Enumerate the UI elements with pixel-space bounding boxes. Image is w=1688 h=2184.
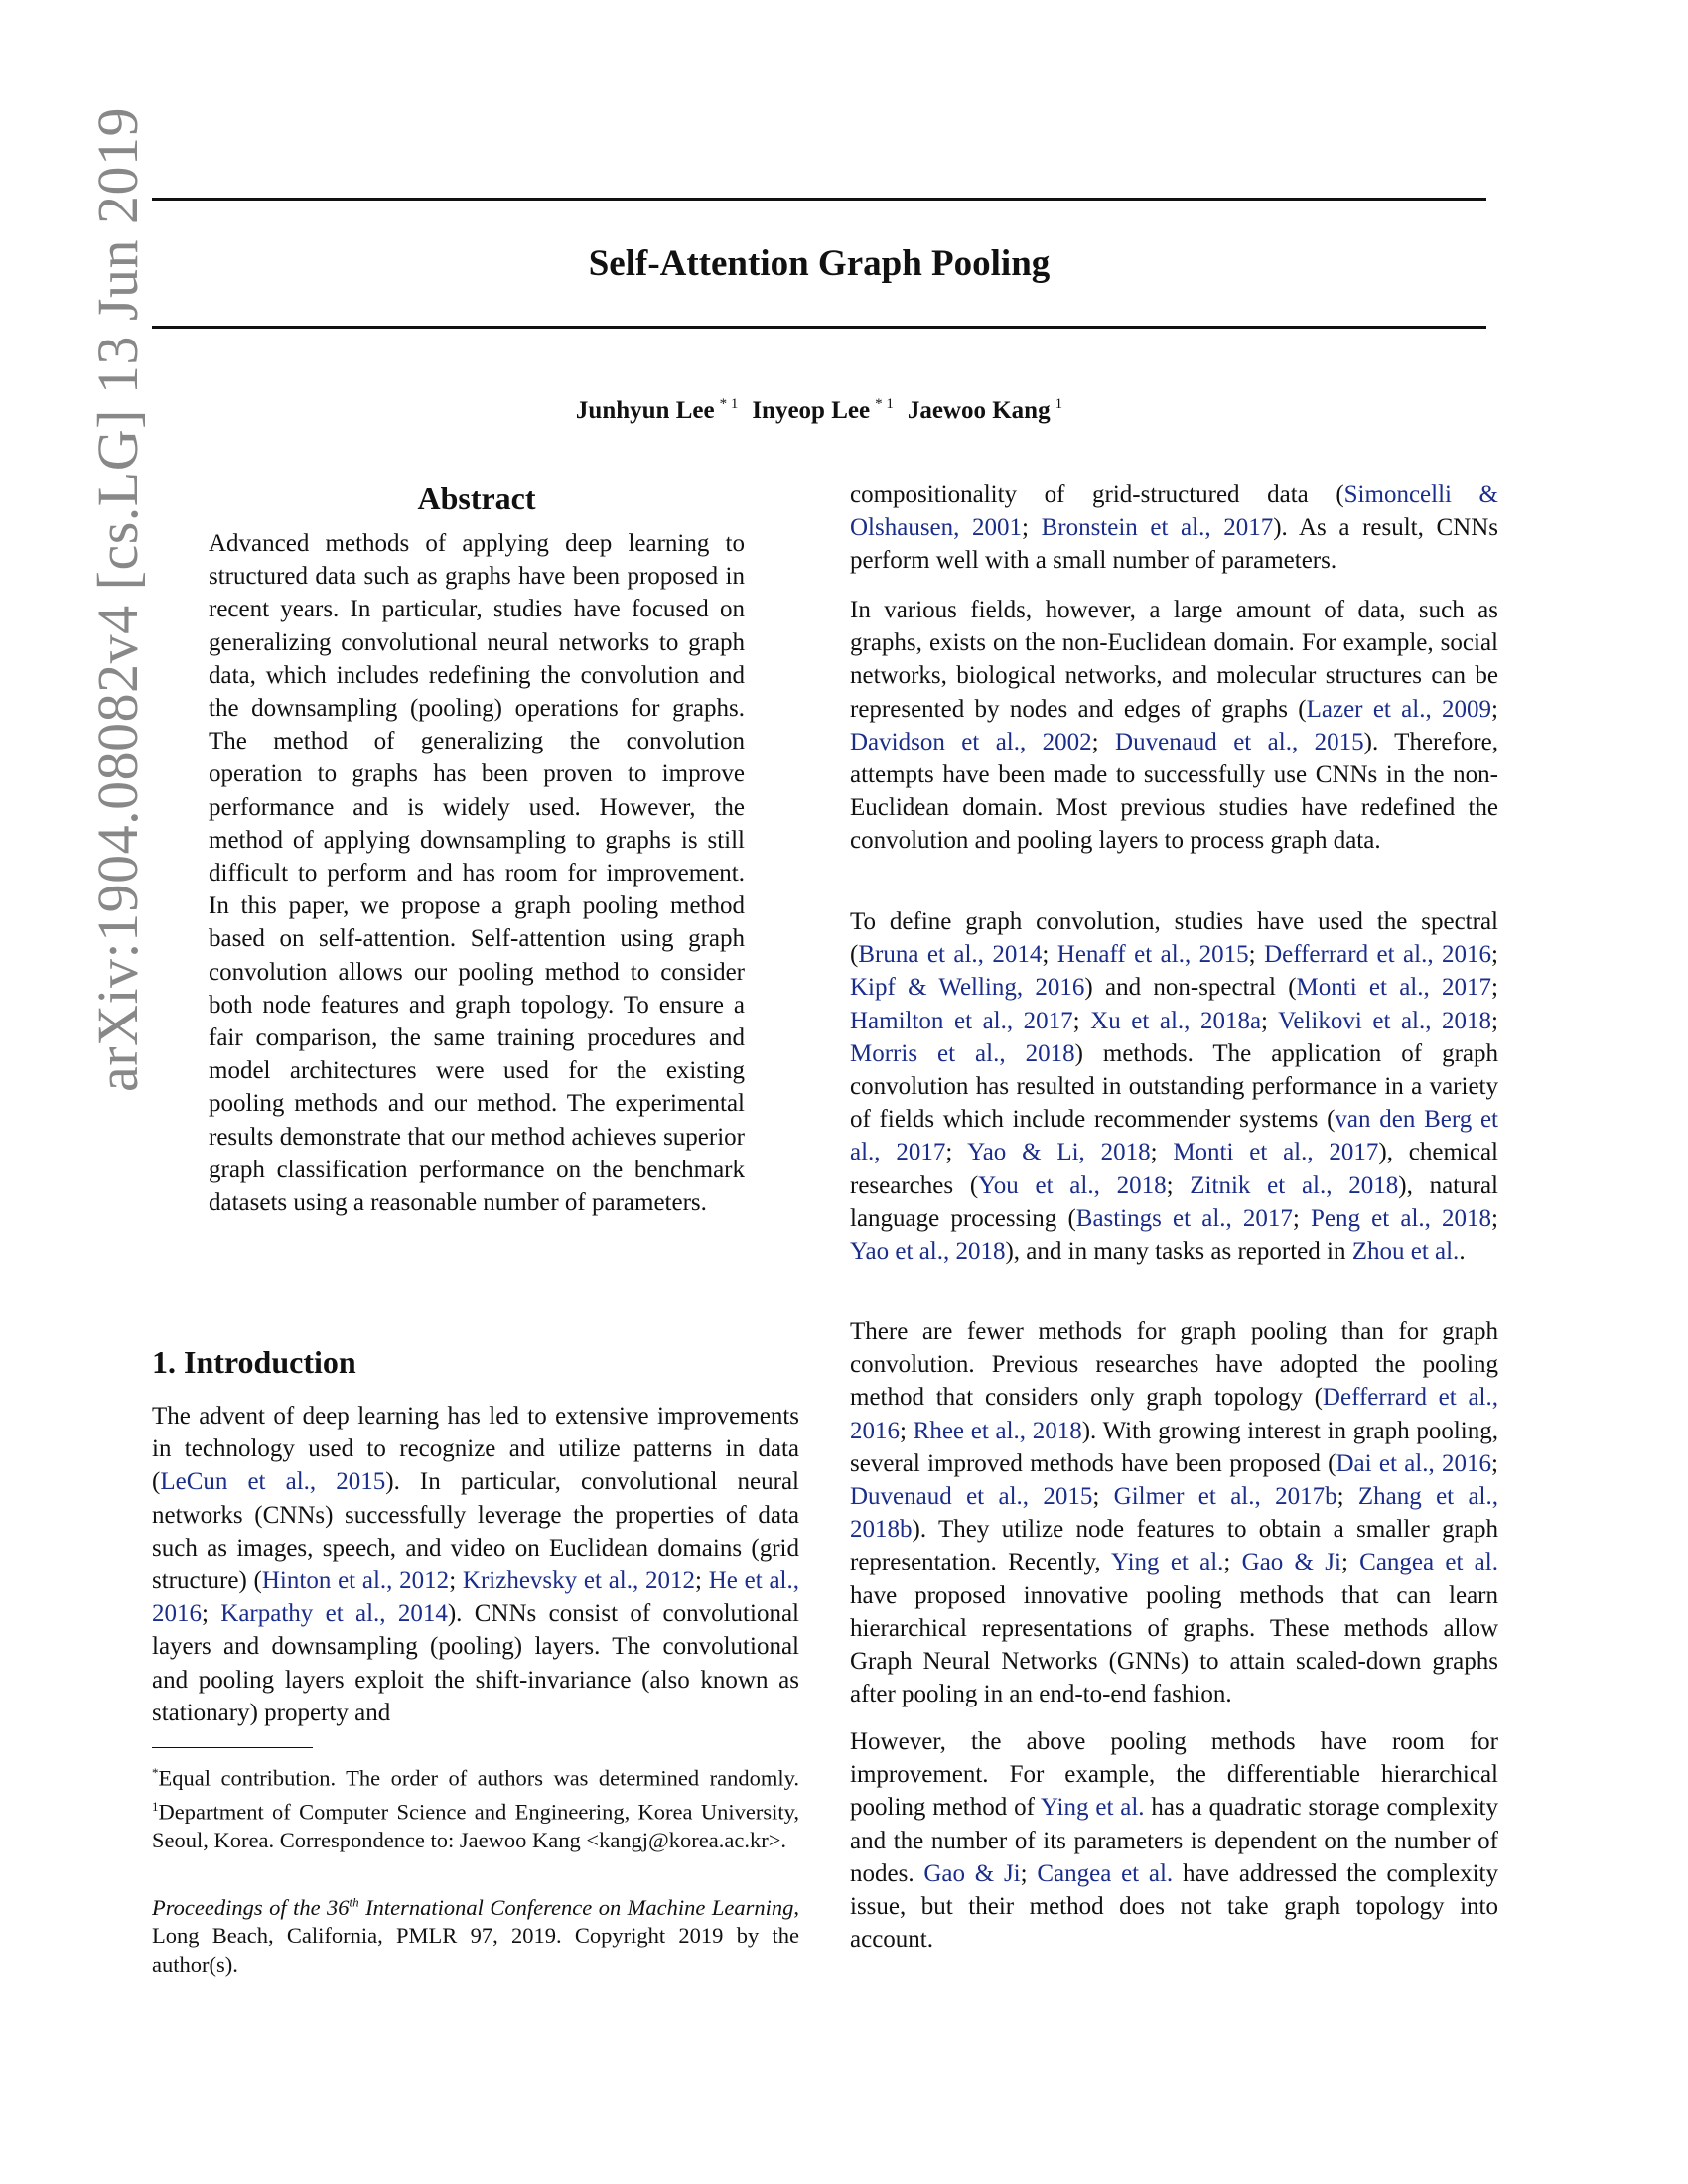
paragraph-text: ; (1491, 695, 1498, 723)
right-paragraph-1 (850, 478, 1498, 578)
author-list (152, 387, 1486, 428)
right-paragraph-2 (850, 594, 1498, 858)
paragraph-text: ; (1092, 1483, 1114, 1511)
paragraph-text: ; (1248, 941, 1265, 969)
citation-link[interactable]: Morris et al., 2018 (850, 1039, 1075, 1067)
paragraph-text: ; (1336, 1483, 1358, 1511)
proceedings-copyright: , Long Beach, California, PMLR 97, 2019. Copyright 2019 by the author(s). (152, 1894, 800, 1977)
author-name: Jaewoo Kang (907, 397, 1051, 424)
paragraph-text: ; (1292, 1204, 1312, 1232)
citation-link[interactable]: Cangea et al. (1037, 1859, 1174, 1887)
paragraph-text: ; (1491, 974, 1498, 1002)
paragraph-text: ; (202, 1600, 221, 1628)
citation-link[interactable]: Gilmer et al., 2017b (1113, 1483, 1337, 1511)
paragraph-text: ). CNNs consist of convolutional layers and downsampling (pooling) layers. The convolutional and pooling layers exploit the shift-invariance (also known as stationary) property and (152, 1600, 799, 1726)
abstract-heading: Abstract (417, 480, 536, 516)
paragraph-text: ; (1091, 728, 1116, 755)
paragraph-text: ; (1020, 1859, 1038, 1887)
citation-link[interactable]: Bronstein et al., 2017 (1041, 514, 1274, 542)
proceedings-venue (152, 1895, 793, 1920)
abstract-text: Advanced methods of applying deep learning to structured data such as graphs have been proposed in recent years. In particular, studies have focused on generalizing convolutional neural networks to graph data, which includes redefining the convolution and the downsampling (pooling) operations for graphs. The method of generalizing the convolution operation to graphs has been proven to improve performance and is widely used. However, the method of applying downsampling to graphs is still difficult to perform and has room for improvement. In this paper, we propose a graph pooling method based on self-attention. Self-attention using graph convolution allows our pooling method to consider both node features and graph topology. To ensure a fair comparison, the same training procedures and model architectures were used for the existing pooling methods and our method. The experimental results demonstrate that our method achieves superior graph classification performance on the benchmark datasets using a reasonable number of parameters. (209, 530, 745, 1217)
citation-link[interactable]: Kipf & Welling, 2016 (850, 974, 1085, 1002)
author-marks: * 1 (875, 396, 894, 412)
citation-link[interactable]: Duvenaud et al., 2015 (850, 1483, 1093, 1511)
citation-link[interactable]: Bruna et al., 2014 (858, 941, 1043, 969)
citation-link[interactable]: Ying et al. (1110, 1549, 1224, 1576)
citation-link[interactable]: Yao et al., 2018 (850, 1238, 1006, 1266)
right-paragraph-5 (850, 1725, 1498, 1956)
right-paragraph-4 (850, 1315, 1498, 1710)
paragraph-text: ; (1150, 1139, 1174, 1166)
citation-link[interactable]: Yao & Li, 2018 (967, 1139, 1151, 1166)
paragraph-text: ; (1072, 1007, 1091, 1034)
paragraph-text: ; (695, 1568, 709, 1595)
footnote (152, 1759, 799, 1855)
proceedings-venue-a: Proceedings of the 36 (152, 1894, 350, 1920)
citation-link[interactable]: Defferrard et al., 2016 (1264, 941, 1492, 969)
paragraph-text: To define graph convolution, studies have used the spectral ( (850, 908, 1498, 969)
paragraph-text: ; (1166, 1171, 1191, 1199)
citation-link[interactable]: Cangea et al. (1359, 1549, 1498, 1576)
paragraph-text: In various fields, however, a large amount of data, such as graphs, exists on the non-Euclidean domain. For example, social networks, biological networks, and molecular structures can be represented by nodes and edges of graphs ( (850, 597, 1498, 723)
citation-link[interactable]: Monti et al., 2017 (1173, 1139, 1379, 1166)
citation-link[interactable]: Bastings et al., 2017 (1075, 1204, 1293, 1232)
paragraph-text: ). They utilize node features to obtain a smaller graph representation. Recently, (850, 1516, 1498, 1576)
paragraph-text: ; (1340, 1549, 1360, 1576)
paragraph-text: . (1459, 1238, 1466, 1266)
citation-link[interactable]: Henaff et al., 2015 (1056, 941, 1249, 969)
paragraph-text: compositionality of grid-structured data ( (850, 481, 1344, 508)
paragraph-text: ; (1022, 514, 1042, 542)
citation-link[interactable]: Hinton et al., 2012 (261, 1568, 450, 1595)
citation-link[interactable]: Krizhevsky et al., 2012 (462, 1568, 696, 1595)
paragraph-text: However, the above pooling methods have room for improvement. For example, the differentiable hierarchical pooling method of (850, 1728, 1498, 1822)
citation-link[interactable]: van den Berg et al., 2017 (850, 1106, 1498, 1166)
paragraph-text: have proposed innovative pooling methods that can learn hierarchical representations of graphs. These methods allow Graph Neural Networks (GNNs) to attain scaled-down graphs after pooling in an end-to-end fashion. (850, 1581, 1498, 1708)
paragraph-text: There are fewer methods for graph pooling than for graph convolution. Previous researches have adopted the pooling method that considers only graph topology ( (850, 1318, 1498, 1412)
citation-link[interactable]: Lazer et al., 2009 (1306, 695, 1492, 723)
paragraph-text: ; (449, 1568, 463, 1595)
citation-link[interactable]: Xu et al., 2018a (1090, 1007, 1262, 1034)
paragraph-text: ; (1261, 1007, 1279, 1034)
paper-title: Self-Attention Graph Pooling (588, 243, 1051, 284)
citation-link[interactable]: Zhang et al., 2018b (850, 1483, 1499, 1544)
proceedings-note (152, 1888, 799, 1979)
paragraph-text: ), chemical researches ( (850, 1139, 1498, 1199)
citation-link[interactable]: Simoncelli & Olshausen, 2001 (850, 481, 1498, 542)
author-marks: 1 (1055, 396, 1063, 412)
intro-paragraph (152, 1400, 799, 1729)
title-bottom-rule (152, 326, 1486, 329)
paragraph-text: ; (1491, 941, 1498, 969)
paragraph-text: ; (945, 1139, 968, 1166)
citation-link[interactable]: Davidson et al., 2002 (850, 728, 1092, 755)
paragraph-text: have addressed the complexity issue, but their method does not take graph topology into account. (850, 1859, 1499, 1954)
paragraph-text: ; (1491, 1449, 1498, 1477)
paragraph-text: ; (1042, 941, 1057, 969)
footnote-mark: * (152, 1765, 159, 1780)
citation-link[interactable]: LeCun et al., 2015 (160, 1468, 386, 1496)
citation-link[interactable]: Zhou et al. (1351, 1238, 1460, 1266)
citation-link[interactable]: Duvenaud et al., 2015 (1115, 728, 1364, 755)
citation-link[interactable]: Gao & Ji (923, 1859, 1021, 1887)
citation-link[interactable]: Gao & Ji (1241, 1549, 1341, 1576)
footnote-equal-contribution: Equal contribution. The order of authors was determined randomly. (158, 1765, 799, 1791)
right-paragraph-3 (850, 905, 1498, 1268)
citation-link[interactable]: Hamilton et al., 2017 (850, 1007, 1073, 1034)
citation-link[interactable]: Monti et al., 2017 (1296, 974, 1492, 1002)
footnote-affiliation: Department of Computer Science and Engineering, Korea University, Seoul, Korea. Correspondence to: Jaewoo Kang <kangj@korea.ac.kr>. (152, 1799, 799, 1852)
ordinal-suffix: th (349, 1894, 359, 1909)
proceedings-venue-b: International Conference on Machine Learning (358, 1894, 794, 1920)
paragraph-text: ; (900, 1417, 914, 1444)
paragraph-text: ; (1491, 1204, 1498, 1232)
paragraph-text: ). With growing interest in graph pooling, several improved methods have been proposed ( (850, 1417, 1499, 1477)
paragraph-text: ; (1491, 1007, 1498, 1034)
citation-link[interactable]: Zitnik et al., 2018 (1190, 1171, 1399, 1199)
citation-link[interactable]: Ying et al. (1040, 1794, 1145, 1822)
paragraph-text: ). As a result, CNNs perform well with a small number of parameters. (850, 514, 1498, 575)
paragraph-text: ; (1223, 1549, 1242, 1576)
citation-link[interactable]: Karpathy et al., 2014 (220, 1600, 448, 1628)
citation-link[interactable]: He et al., 2016 (152, 1568, 800, 1628)
paragraph-text: The advent of deep learning has led to extensive improvements in technology used to recognize and utilize patterns in data ( (152, 1403, 799, 1496)
title-top-rule (152, 198, 1486, 201)
section-heading-introduction: 1. Introduction (152, 1344, 356, 1380)
footnote-mark: 1 (152, 1799, 159, 1814)
citation-link[interactable]: Rhee et al., 2018 (913, 1417, 1082, 1444)
paragraph-text: ). Therefore, attempts have been made to successfully use CNNs in the non-Euclidean domain. Most previous studies have redefined the convolution and pooling layers to process graph data. (850, 728, 1498, 855)
author-name: Inyeop Lee (752, 397, 871, 424)
author-name: Junhyun Lee (575, 397, 715, 424)
citation-link[interactable]: Velikovi et al., 2018 (1278, 1007, 1492, 1034)
paragraph-text: ) methods. The application of graph convolution has resulted in outstanding performance in a variety of fields which include recommender systems ( (850, 1039, 1498, 1134)
author-marks: * 1 (719, 396, 739, 412)
citation-link[interactable]: Dai et al., 2016 (1336, 1449, 1492, 1477)
footnote-separator (152, 1747, 313, 1748)
citation-link[interactable]: Defferrard et al., 2016 (850, 1384, 1498, 1444)
citation-link[interactable]: Peng et al., 2018 (1311, 1204, 1492, 1232)
paragraph-text: has a quadratic storage complexity and the number of its parameters is dependent on the number of nodes. (850, 1794, 1498, 1887)
paragraph-text: ), natural language processing ( (850, 1171, 1498, 1232)
paragraph-text: ) and non-spectral ( (1084, 974, 1297, 1002)
paragraph-text: ). In particular, convolutional neural networks (CNNs) successfully leverage the properties of data such as images, speech, and video on Euclidean domains (grid structure) ( (152, 1468, 799, 1595)
paragraph-text: ), and in many tasks as reported in (1005, 1238, 1352, 1266)
arxiv-identifier-stamp: arXiv:1904.08082v4 [cs.LG] 13 Jun 2019 (85, 106, 150, 1092)
citation-link[interactable]: You et al., 2018 (978, 1171, 1167, 1199)
